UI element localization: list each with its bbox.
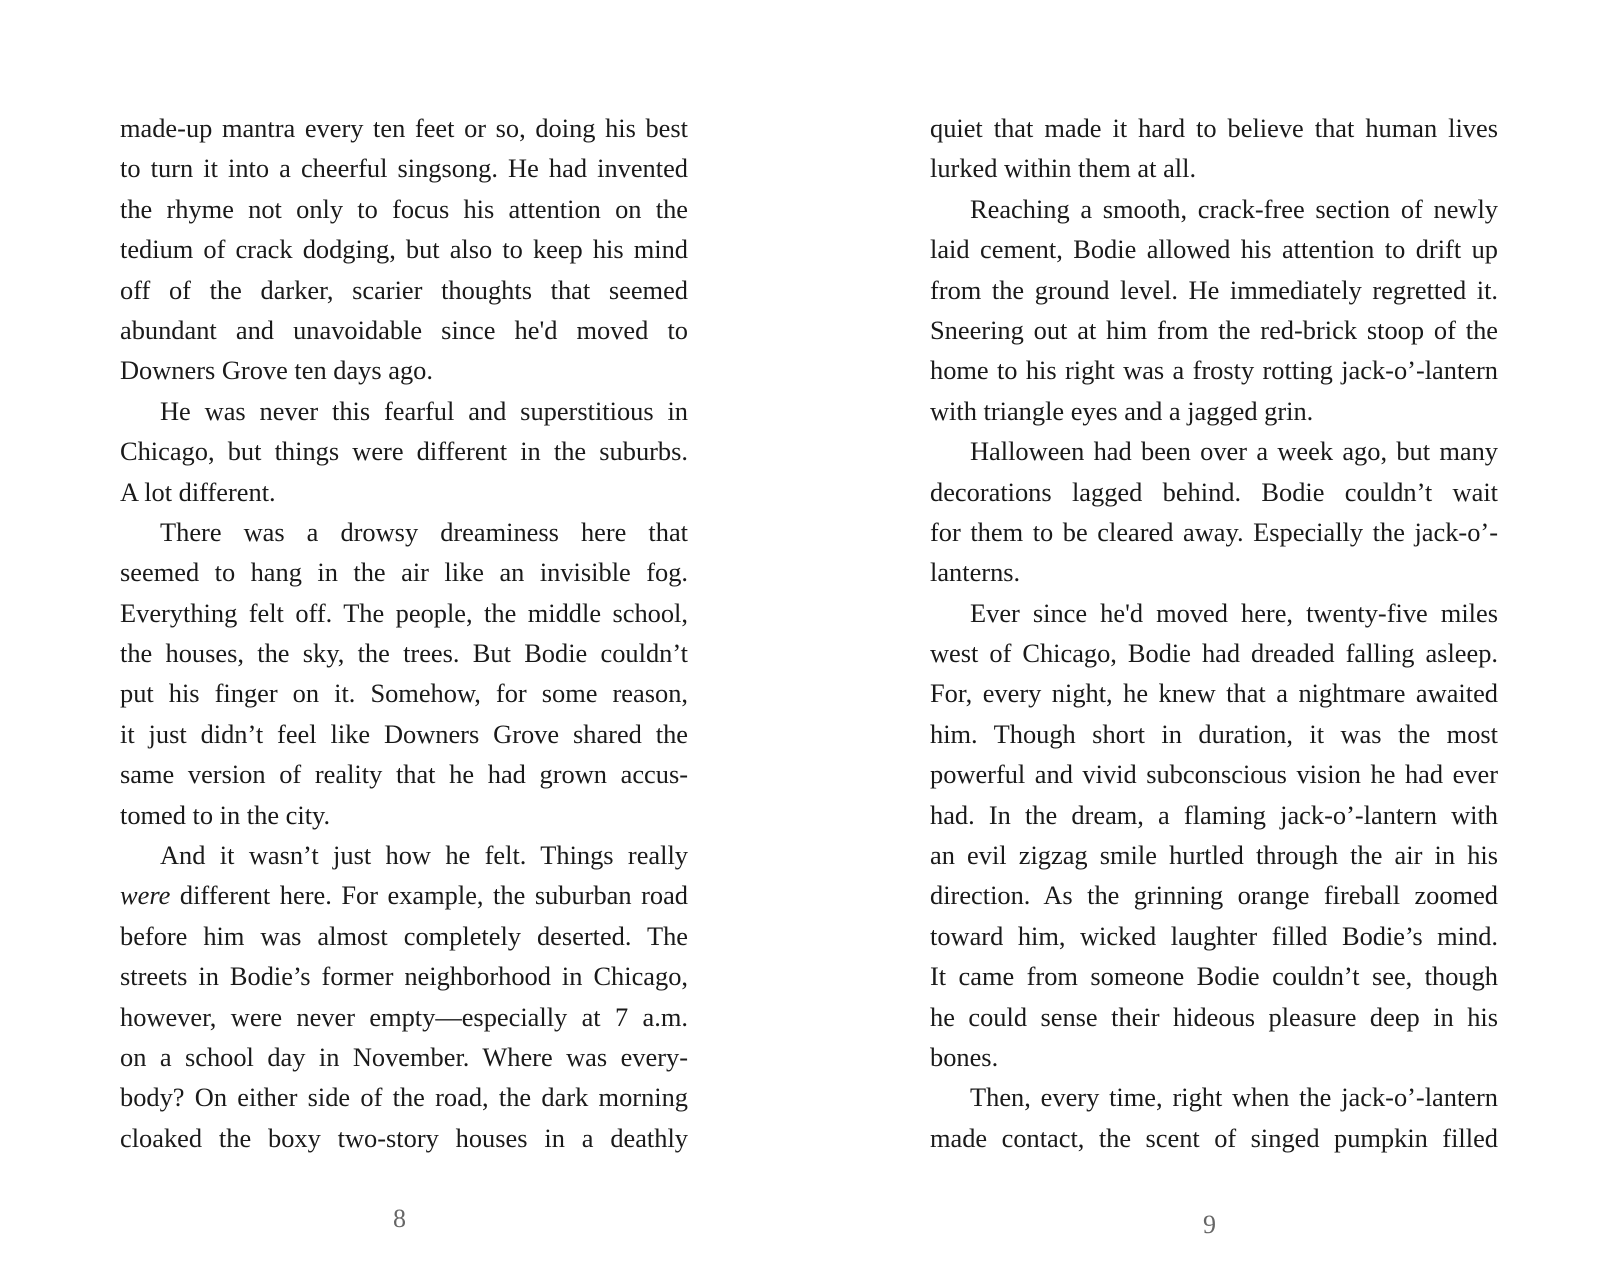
text-line: tomed to in the city. [120,799,331,830]
text-line: put his finger on it. Somehow, for some reason, [120,678,688,709]
text-line: Sneering out at him from the red-brick stoop of the [930,314,1498,345]
text-line: for them to be cleared away. Especially the jack-o’- [930,516,1498,547]
text-line: the houses, the sky, the trees. But Bodie couldn’t [120,638,688,669]
text-line [120,875,688,915]
text-line: laid cement, Bodie allowed his attention to drift up [930,234,1498,265]
text-line: had. In the dream, a flaming jack-o’-lantern with [930,799,1498,830]
left-page-body [120,108,688,1158]
text-line: Then, every time, right when the jack-o’-lantern [970,1082,1498,1113]
text-line: on a school day in November. Where was every- [120,1041,688,1072]
text-line: tedium of crack dodging, but also to keep his mind [120,234,688,265]
text-line: body? On either side of the road, the dark morning [120,1082,688,1113]
text-line: toward him, wicked laughter filled Bodie’s mind. [930,920,1498,951]
text-line: Everything felt off. The people, the middle school, [120,597,688,628]
text-line: Halloween had been over a week ago, but many [970,436,1498,467]
text-line: however, were never empty—especially at 7 a.m. [120,1001,688,1032]
text-line: made contact, the scent of singed pumpkin filled [930,1122,1498,1153]
text-line: with triangle eyes and a jagged grin. [930,395,1314,426]
text-line: lurked within them at all. [930,153,1197,184]
text-line: There was a drowsy dreaminess here that [160,516,688,547]
text-line: Chicago, but things were different in the suburbs. [120,436,688,467]
text-line: an evil zigzag smile hurtled through the air in his [930,840,1498,871]
text-line: A lot different. [120,476,276,507]
text-line: Reaching a smooth, crack-free section of newly [970,193,1498,224]
text-line: off of the darker, scarier thoughts that seemed [120,274,688,305]
text-line: seemed to hang in the air like an invisible fog. [120,557,688,588]
text-line: quiet that made it hard to believe that human lives [930,113,1498,143]
text-line: before him was almost completely deserted. The [120,920,688,951]
text-line: home to his right was a frosty rotting jack-o’-lantern [930,355,1498,386]
page-number: 8 [393,1204,406,1233]
text-line: For, every night, he knew that a nightmare awaited [930,678,1498,709]
text-line: decorations lagged behind. Bodie couldn’t wait [930,476,1498,507]
text-line: It came from someone Bodie couldn’t see, though [930,961,1498,992]
text-line: lanterns. [930,557,1021,588]
text-line: bones. [930,1041,999,1072]
text-line: to turn it into a cheerful singsong. He had invented [120,153,688,184]
text-line: made-up mantra every ten feet or so, doing his best [120,113,688,143]
text-line: west of Chicago, Bodie had dreaded falling asleep. [930,638,1498,669]
text-line: from the ground level. He immediately regretted it. [930,274,1498,305]
text-line: him. Though short in duration, it was the most [930,718,1498,749]
text-line: He was never this fearful and superstitious in [160,395,688,426]
text-line: powerful and vivid subconscious vision he had ever [930,759,1498,790]
text-line: same version of reality that he had grown accus- [120,759,688,790]
text-line: streets in Bodie’s former neighborhood in Chicago, [120,961,688,992]
italic-word: were [120,880,171,911]
text-line: direction. As the grinning orange fireball zoomed [930,880,1498,911]
text-line: the rhyme not only to focus his attention on the [120,193,688,224]
text-line: Downers Grove ten days ago. [120,355,433,386]
page-number: 9 [1203,1210,1216,1239]
line-text: different here. For example, the suburban road [179,880,688,911]
right-page-body [930,108,1498,1158]
text-line: cloaked the boxy two-story houses in a deathly [120,1122,688,1153]
right-page [803,0,1606,1283]
text-line: abundant and unavoidable since he'd moved to [120,314,688,345]
text-line: it just didn’t feel like Downers Grove shared the [120,718,688,749]
text-line: he could sense their hideous pleasure deep in his [930,1001,1498,1032]
text-line: Ever since he'd moved here, twenty-five miles [970,597,1498,628]
text-line: And it wasn’t just how he felt. Things really [160,840,688,871]
